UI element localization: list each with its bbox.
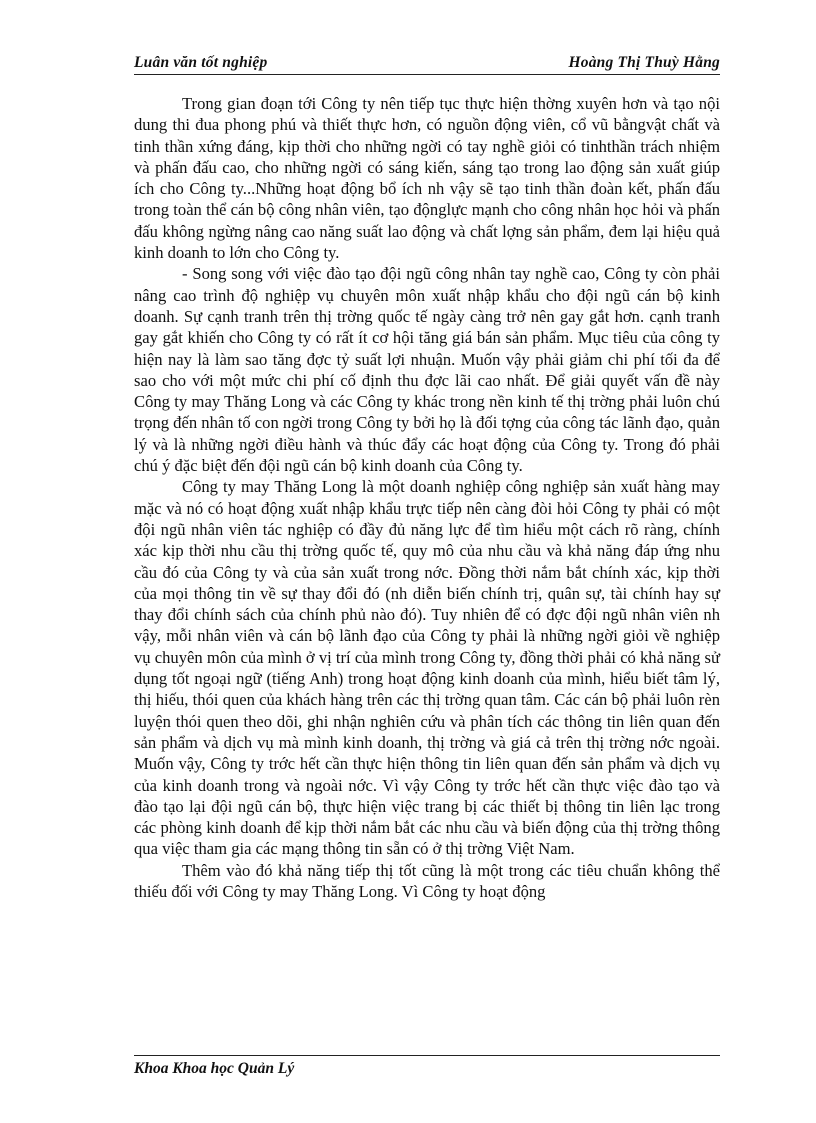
- page-footer: [134, 1055, 720, 1078]
- header-thesis-label: Luân văn tốt nghiệp: [134, 54, 268, 71]
- paragraph-3: Công ty may Thăng Long là một doanh nghiệp công nghiệp sản xuất hàng may mặc và nó có hoạt động xuất nhập khẩu trực tiếp nên càng đòi hỏi Công ty phải có một đội ngũ nhân viên tác nghiệp có đầy đủ năng lực để tìm hiểu một cách rõ ràng, chính xác kịp thời nhu cầu thị trờng quốc tế, quy mô của nhu cầu và khả năng đáp ứng nhu cầu đó của Công ty và của sản xuất trong nớc. Đồng thời nắm bắt chính xác, kịp thời của mọi thông tin về sự thay đổi đó (nh diễn biến chính trị, quân sự, tài chính hay sự thay đổi chính sách của chính phủ nào đó). Tuy nhiên để có đợc đội ngũ nhân viên nh vậy, mỗi nhân viên và cán bộ lãnh đạo của Công ty phải là những ngời giỏi về nghiệp vụ chuyên môn của mình ở vị trí của mình trong Công ty, đồng thời phải có khả năng sử dụng tốt ngoại ngữ (tiếng Anh) trong hoạt động kinh doanh của mình, hiểu biết tâm lý, thị hiếu, thói quen của khách hàng trên các thị trờng quan tâm. Các cán bộ phải luôn rèn luyện thói quen theo dõi, ghi nhận nghiên cứu và phân tích các thông tin liên quan đến sản phẩm và dịch vụ mà mình kinh doanh, thị trờng và giá cả trên thị trờng nớc ngoài. Muốn vậy, Công ty trớc hết cần thực hiện thông tin liên quan đến sản phẩm và dịch vụ của kinh doanh trong và ngoài nớc. Vì vậy Công ty trớc hết cần thực việc đào tạo và đào tạo lại đội ngũ cán bộ, thực hiện việc trang bị các thiết bị thông tin liên lạc trong các phòng kinh doanh để kịp thời nắm bắt các nhu cầu và biến động của thị trờng thông qua việc tham gia các mạng thông tin sẵn có ở thị trờng Việt Nam.: [134, 477, 720, 859]
- footer-faculty-label: Khoa Khoa học Quản Lý: [134, 1060, 295, 1077]
- paragraph-2: - Song song với việc đào tạo đội ngũ công nhân tay nghề cao, Công ty còn phải nâng cao trình độ nghiệp vụ chuyên môn xuất nhập khẩu cho đội ngũ cán bộ kinh doanh. Sự cạnh tranh trên thị trờng quốc tế ngày càng trở nên gay gắt hơn. cạnh tranh gay gắt khiến cho Công ty có rất ít cơ hội tăng giá bán sản phẩm. Mục tiêu của công ty hiện nay là làm sao tăng đợc tỷ suất lợi nhuận. Muốn vậy phải giảm chi phí tối đa để sao cho với một mức chi phí cố định thu đợc lãi cao nhất. Để giải quyết vấn đề này Công ty may Thăng Long và các Công ty khác trong nền kinh tế thị trờng phải luôn chú trọng đến nhân tố con ngời trong Công ty bởi họ là đối tợng của công tác lãnh đạo, quản lý và là những ngời điều hành và thúc đẩy các hoạt động của Công ty. Trong đó phải chú ý đặc biệt đến đội ngũ cán bộ kinh doanh của Công ty.: [134, 264, 720, 476]
- paragraph-4: Thêm vào đó khả năng tiếp thị tốt cũng là một trong các tiêu chuẩn không thể thiếu đối với Công ty may Thăng Long. Vì Công ty hoạt động: [134, 860, 720, 901]
- page-header: [134, 46, 720, 75]
- document-body: [134, 93, 720, 902]
- header-author-name: Hoàng Thị Thuỳ Hằng: [568, 54, 720, 71]
- paragraph-1: Trong gian đoạn tới Công ty nên tiếp tục thực hiện thờng xuyên hơn và tạo nội dung thi đua phong phú và thiết thực hơn, có nguồn động viên, cổ vũ bằngvật chất và tinh thần xứng đáng, kịp thời cho những ngời có tay nghề giỏi có tinhthần trách nhiệm và phấn đấu cao, cho những ngời có sáng kiến, sáng tạo trong lao động sản xuất giúp ích cho Công ty...Những hoạt động bổ ích nh vậy sẽ tạo tinh thần đoàn kết, phấn đấu trong toàn thể cán bộ công nhân viên, tạo độnglực mạnh cho công nhân học hỏi và phấn đấu không ngừng nâng cao năng suất lao động và chất lợng sản phẩm, đem lại hiệu quả kinh doanh to lớn cho Công ty.: [134, 94, 720, 263]
